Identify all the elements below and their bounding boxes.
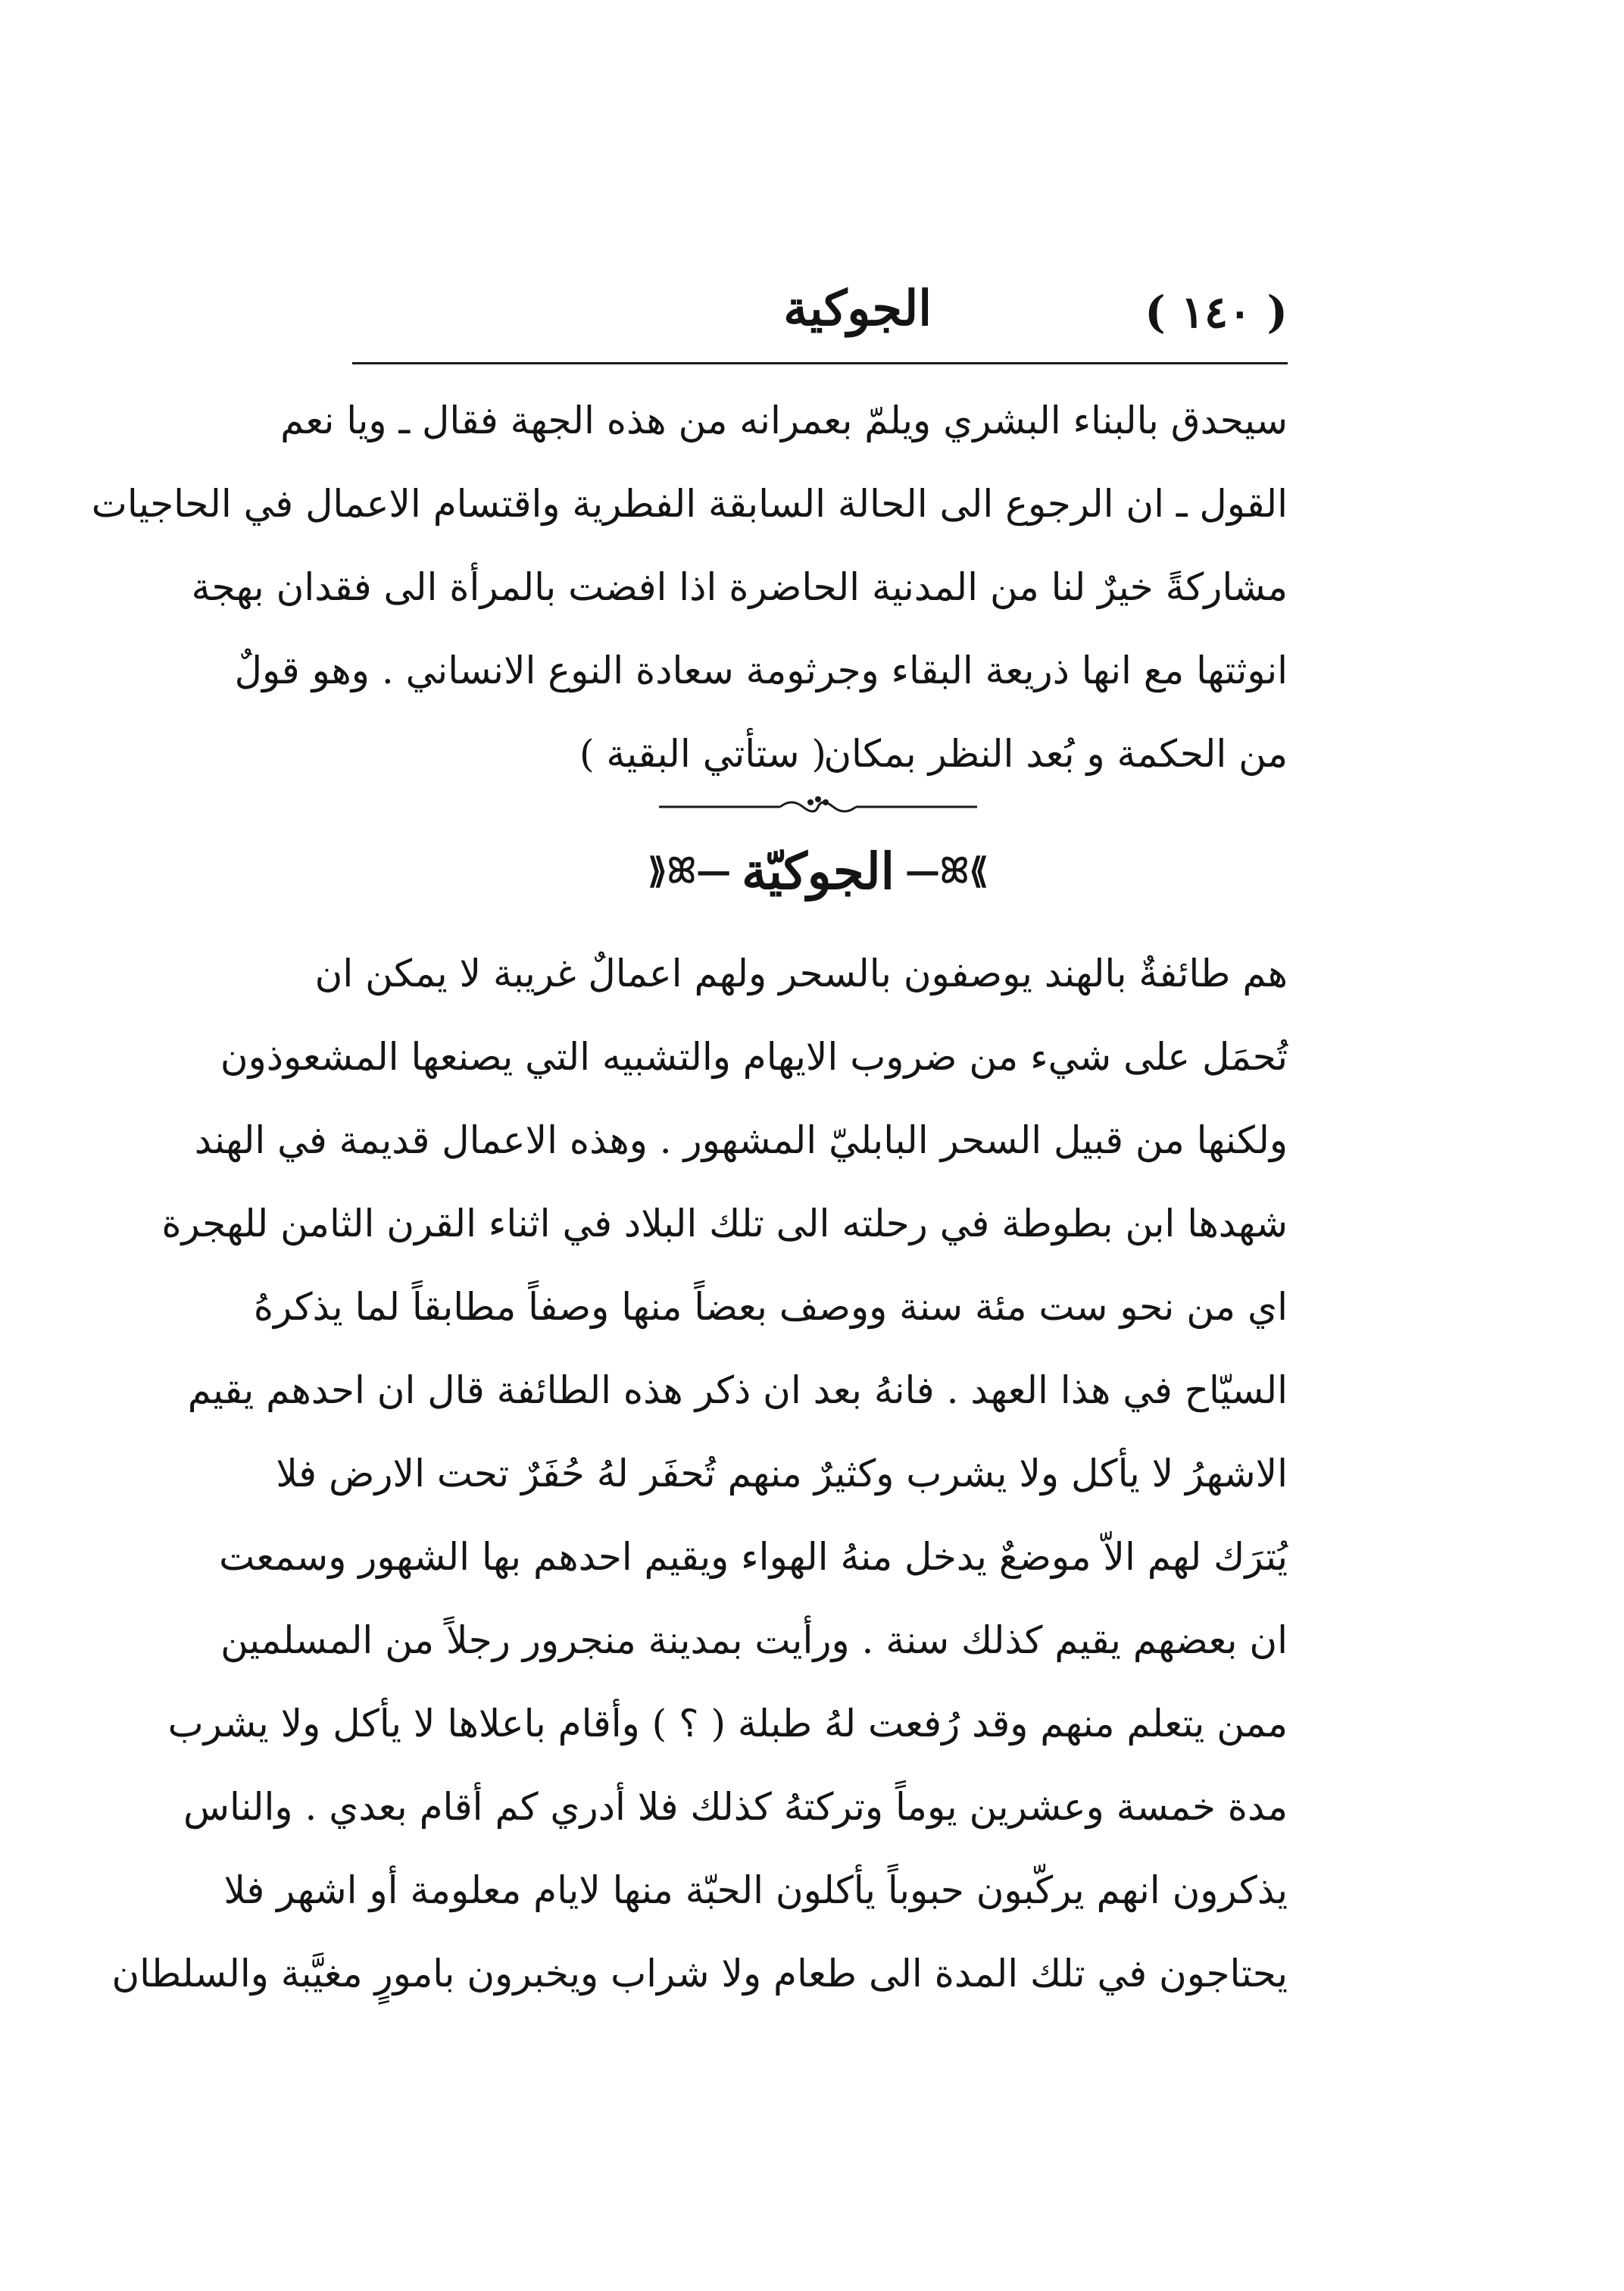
- text-line: يحتاجون في تلك المدة الى طعام ولا شراب ويخبرون بامورٍ مغيَّبة والسلطان: [111, 1952, 1288, 1996]
- header-rule: [352, 362, 1288, 364]
- continued-text: [91, 379, 1288, 795]
- to-be-continued-note: ( ستأتي البقية ): [579, 732, 826, 776]
- text-line: هم طائفةٌ بالهند يوصفون بالسحر ولهم اعمالٌ غريبة لا يمكن ان: [314, 952, 1288, 995]
- text-line: يذكرون انهم يركّبون حبوباً يأكلون الحبّة منها لايام معلومة أو اشهر فلا: [223, 1868, 1288, 1912]
- text-line: ان بعضهم يقيم كذلك سنة . ورأيت بمدينة منجرور رجلاً من المسلمين: [220, 1618, 1288, 1662]
- text-line: السيّاح في هذا العهد . فانهُ بعد ان ذكر هذه الطائفة قال ان احدهم يقيم: [187, 1368, 1288, 1412]
- text-line: القول ـ ان الرجوع الى الحالة السابقة الفطرية واقتسام الاعمال في الحاجيات: [91, 482, 1288, 526]
- text-line: من الحكمة و بُعد النظر بمكان: [823, 732, 1288, 776]
- text-line: اي من نحو ست مئة سنة ووصف بعضاً منها وصفاً مطابقاً لما يذكرهُ: [253, 1285, 1288, 1329]
- divider-ornament: [659, 792, 977, 822]
- text-line: انوثتها مع انها ذريعة البقاء وجرثومة سعادة النوع الانساني . وهو قولٌ: [234, 649, 1288, 692]
- text-line: مشاركةً خيرٌ لنا من المدنية الحاضرة اذا افضت بالمرأة الى فقدان بهجة: [191, 565, 1288, 609]
- text-line: الاشهرُ لا يأكل ولا يشرب وكثيرٌ منهم تُحفَر لهُ حُفَرٌ تحت الارض فلا: [276, 1452, 1288, 1496]
- heading-flourish-right: ⟫ꕤ—: [904, 850, 988, 891]
- running-title: الجوكية: [783, 280, 932, 337]
- text-line: مدة خمسة وعشرين يوماً وتركتهُ كذلك فلا أدري كم أقام بعدي . والناس: [183, 1785, 1288, 1829]
- article-body: [111, 932, 1288, 2015]
- text-line: ممن يتعلم منهم وقد رُفعت لهُ طبلة ( ؟ ) وأقام باعلاها لا يأكل ولا يشرب: [167, 1702, 1288, 1746]
- page-header: [352, 280, 1288, 356]
- text-line: سيحدق بالبناء البشري ويلمّ بعمرانه من هذه الجهة فقال ـ ويا نعم: [280, 399, 1288, 442]
- section-title: الجوكيّة: [742, 842, 895, 901]
- text-line: شهدها ابن بطوطة في رحلته الى تلك البلاد في اثناء القرن الثامن للهجرة: [161, 1202, 1288, 1246]
- text-line: يُترَك لهم الاّ موضعٌ يدخل منهُ الهواء ويقيم احدهم بها الشهور وسمعت: [219, 1535, 1288, 1579]
- heading-flourish-left: —ꕤ⟪: [648, 850, 732, 891]
- text-line: ولكنها من قبيل السحر البابليّ المشهور . وهذه الاعمال قديمة في الهند: [194, 1118, 1288, 1162]
- section-heading: [576, 830, 1060, 913]
- page-number: ( ١٤٠ ): [1145, 286, 1288, 338]
- text-line-final: [352, 712, 1288, 795]
- text-line: تُحمَل على شيء من ضروب الايهام والتشبيه التي يصنعها المشعوذون: [220, 1035, 1288, 1079]
